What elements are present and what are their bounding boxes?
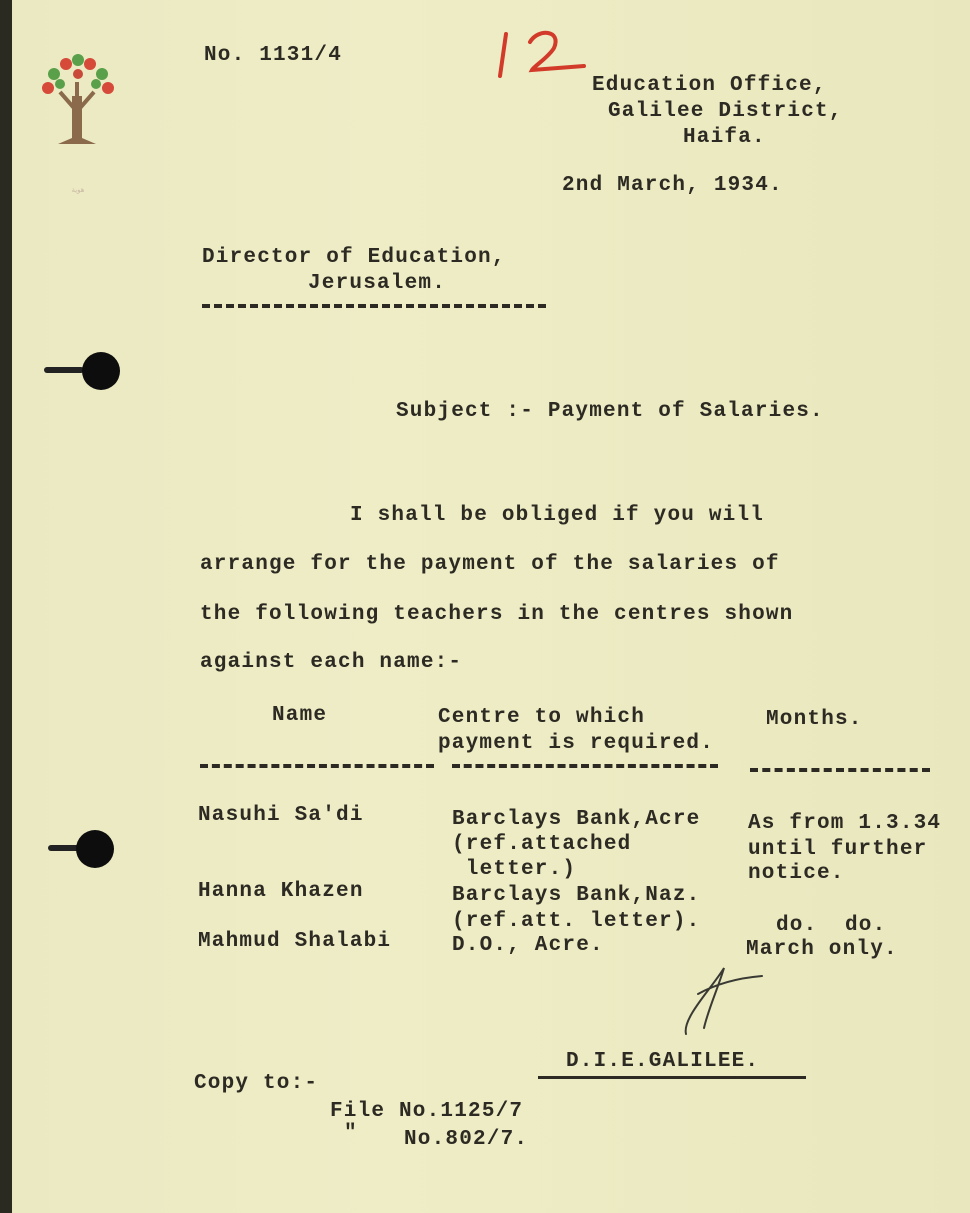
recipient-underline [202,304,546,308]
copy-line-1: File No.1125/7 [330,1100,524,1123]
punch-hole [82,352,120,390]
tree-logo [36,48,120,208]
recipient-line-1: Director of Education, [202,246,506,269]
sender-line-3: Haifa. [683,126,766,149]
letter-date: 2nd March, 1934. [562,174,783,197]
recipient-line-2: Jerusalem. [308,272,447,295]
row-3-name: Mahmud Shalabi [198,930,392,953]
row-2-months: do. do. [776,914,887,937]
subject-line: Subject :- Payment of Salaries. [396,400,824,423]
copy-label: Copy to:- [194,1072,319,1095]
copy-ditto: " [344,1122,358,1145]
row-2-centre-line-1: Barclays Bank,Naz. [452,884,701,907]
row-3-months: March only. [746,938,898,961]
row-2-name: Hanna Khazen [198,880,364,903]
copy-line-2: No.802/7. [404,1128,529,1151]
body-line-1: I shall be obliged if you will [350,504,765,527]
row-1-months-line-3: notice. [748,862,845,885]
punch-hole [76,830,114,868]
body-line-2: arrange for the payment of the salaries of [200,553,780,576]
logo-caption: هوية [71,186,85,194]
row-1-name: Nasuhi Sa'di [198,804,364,827]
body-line-4: against each name:- [200,651,463,674]
header-centre-line-1: Centre to which [438,706,646,729]
signature-underline [538,1076,806,1079]
page-number-mark [492,22,602,82]
sender-line-1: Education Office, [592,74,827,97]
header-rule-name [200,764,434,768]
header-centre-line-2: payment is required. [438,732,715,755]
signature-block: D.I.E.GALILEE. [566,1050,760,1073]
header-name: Name [272,704,328,727]
punch-mark-tail [44,367,84,373]
body-line-3: the following teachers in the centres shown [200,603,794,626]
row-2-centre-line-2: (ref.att. letter). [452,910,701,933]
file-number: No. 1131/4 [204,44,343,67]
row-1-centre-line-2: (ref.attached [452,833,632,856]
header-months: Months. [766,708,863,731]
row-1-centre-line-3: letter.) [452,858,577,881]
handwritten-initial [672,958,772,1042]
header-rule-months [750,768,930,772]
row-1-months-line-2: until further [748,838,928,861]
sender-line-2: Galilee District, [608,100,843,123]
page-edge [0,0,12,1213]
row-1-months-line-1: As from 1.3.34 [748,812,942,835]
header-rule-centre [452,764,718,768]
row-1-centre-line-1: Barclays Bank,Acre [452,808,701,831]
row-3-centre: D.O., Acre. [452,934,604,957]
